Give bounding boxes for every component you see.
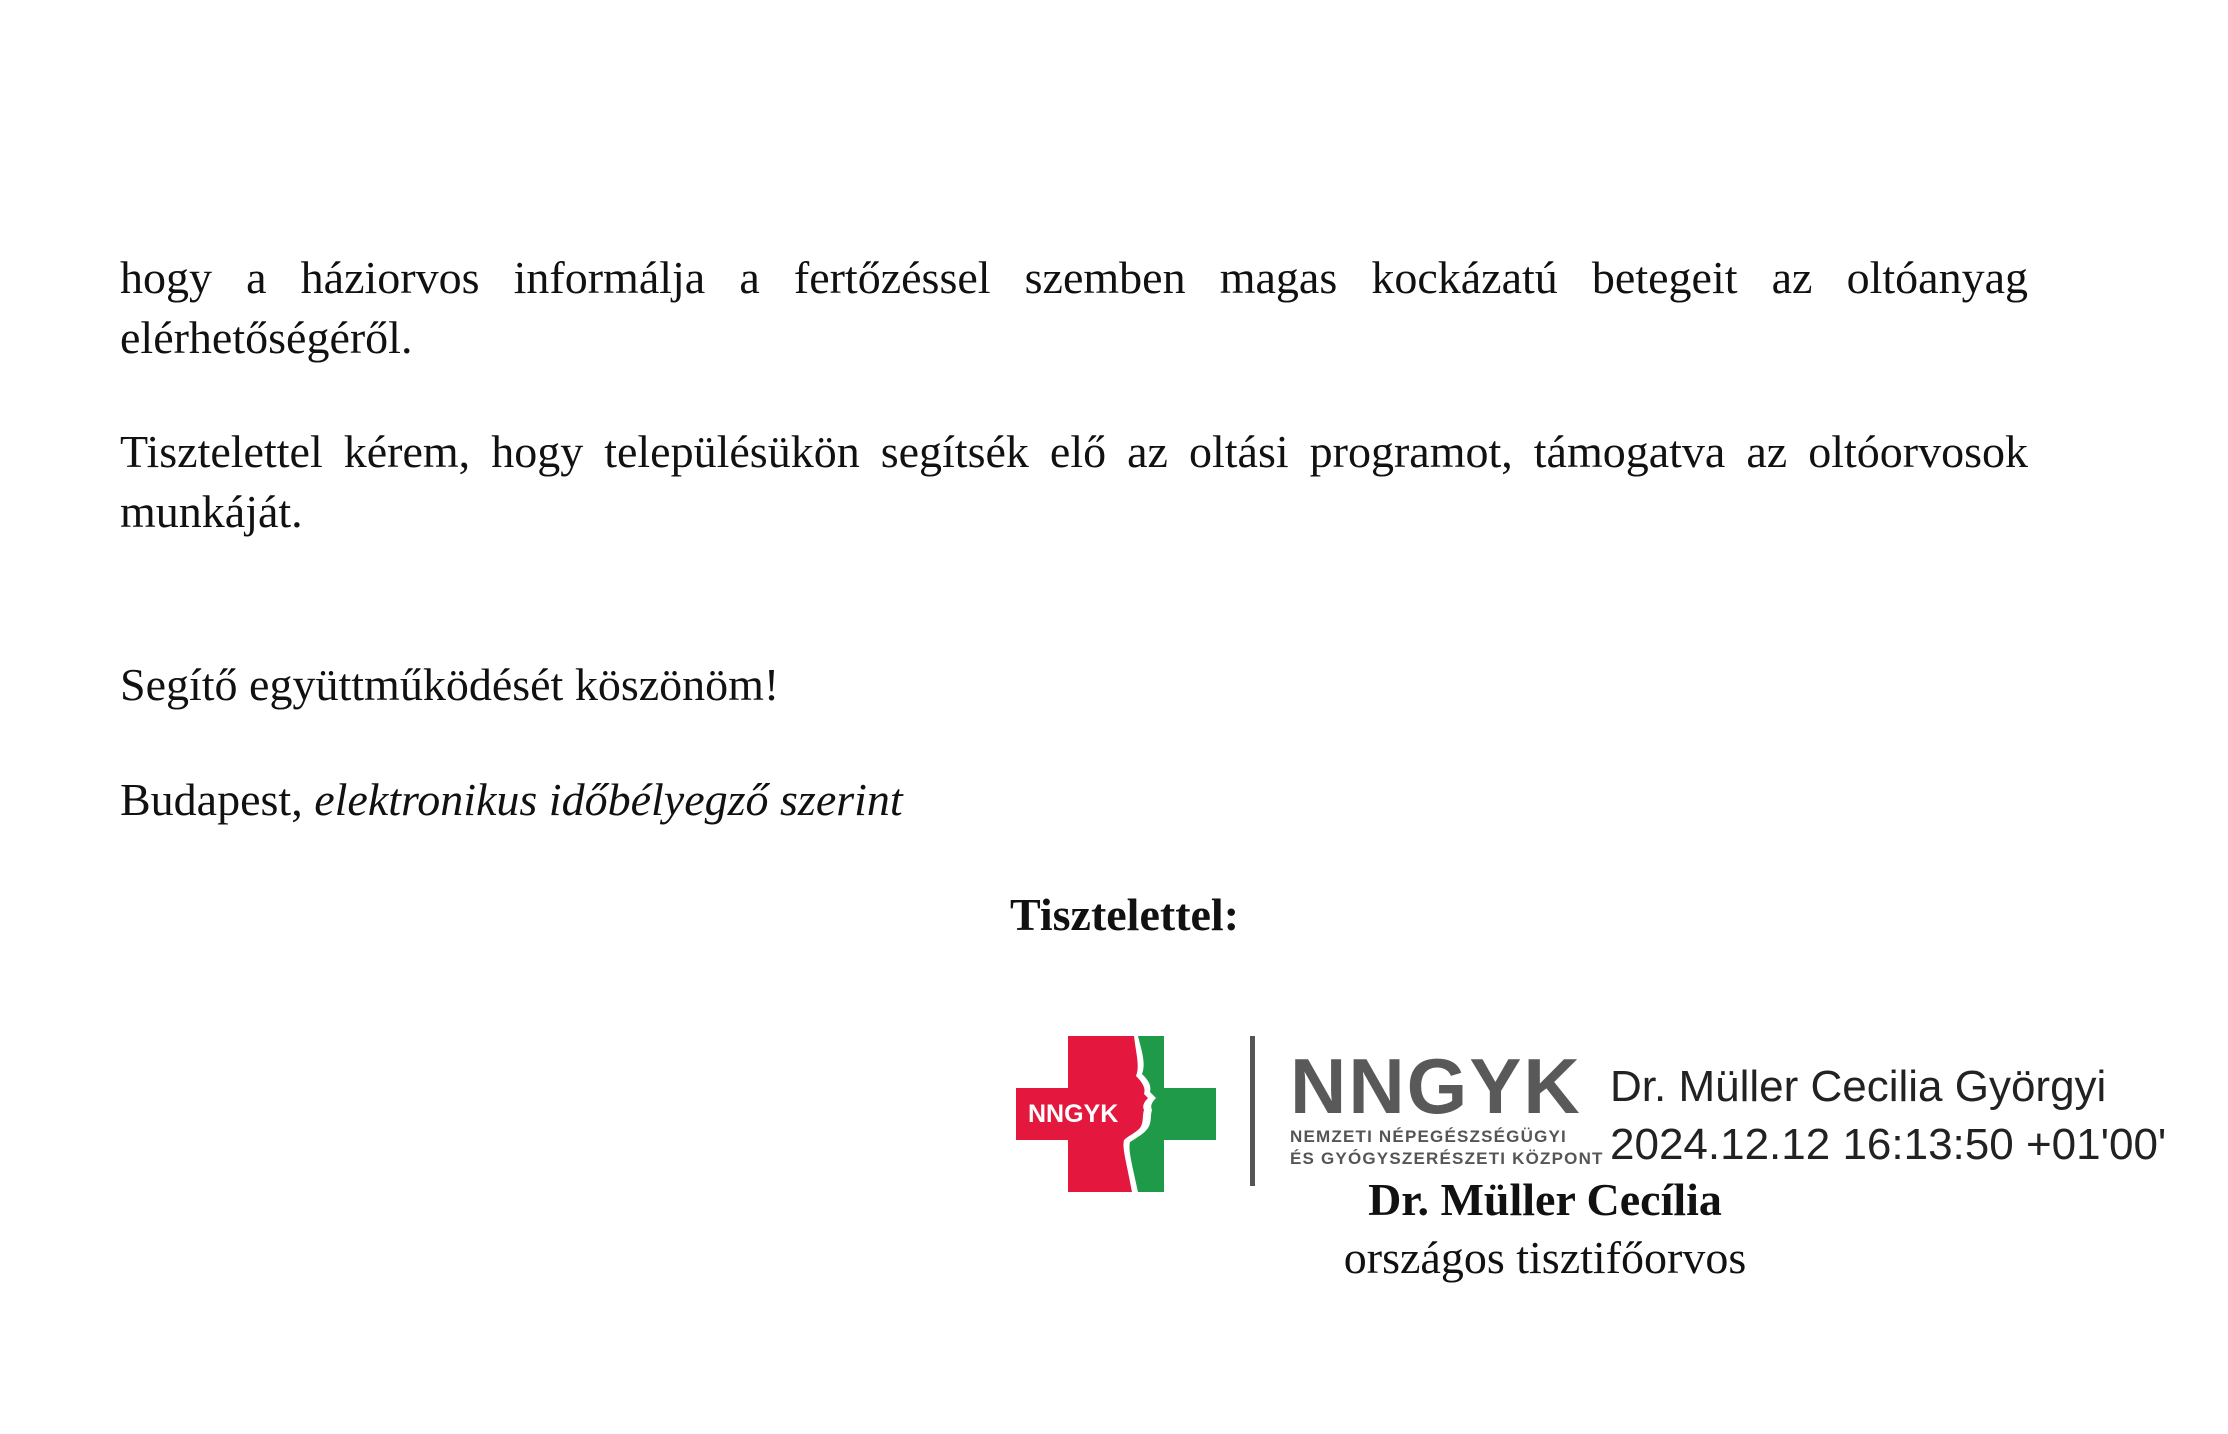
signer-title: országos tisztifőorvos <box>1343 1232 1747 1283</box>
digital-signature-block <box>1610 1058 2166 1174</box>
body-paragraph-1: hogy a háziorvos informálja a fertőzéssel szemben magas kockázatú betegeit az oltóanyag elérhetőségéről. <box>120 252 2028 363</box>
brand-subtitle-line-2: ÉS GYÓGYSZERÉSZETI KÖZPONT <box>1290 1149 1604 1168</box>
signer-name: Dr. Müller Cecília <box>1368 1174 1722 1225</box>
place-date-line <box>120 770 2028 830</box>
body-paragraph-2: Tisztelettel kérem, hogy településükön segítsék elő az oltási programot, támogatva az oltóorvosok munkáját. <box>120 426 2028 537</box>
logo-divider <box>1250 1036 1255 1186</box>
nngyk-cross-logo-icon <box>1016 1036 1216 1192</box>
digital-signer-name: Dr. Müller Cecilia Györgyi <box>1610 1062 2107 1111</box>
brand-name: NNGYK <box>1290 1042 1582 1130</box>
thanks-line: Segítő együttműködését köszönöm! <box>120 659 780 710</box>
place-text: Budapest, <box>120 774 303 825</box>
digital-signature-timestamp: 2024.12.12 16:13:50 +01'00' <box>1610 1120 2167 1169</box>
brand-subtitle-line-1: NEMZETI NÉPEGÉSZSÉGÜGYI <box>1290 1127 1567 1146</box>
closing-salutation: Tisztelettel: <box>1010 889 1240 940</box>
logo-mark-text: NNGYK <box>1028 1100 1119 1128</box>
date-note: elektronikus időbélyegző szerint <box>314 774 903 825</box>
brand-block <box>1290 1042 1604 1170</box>
